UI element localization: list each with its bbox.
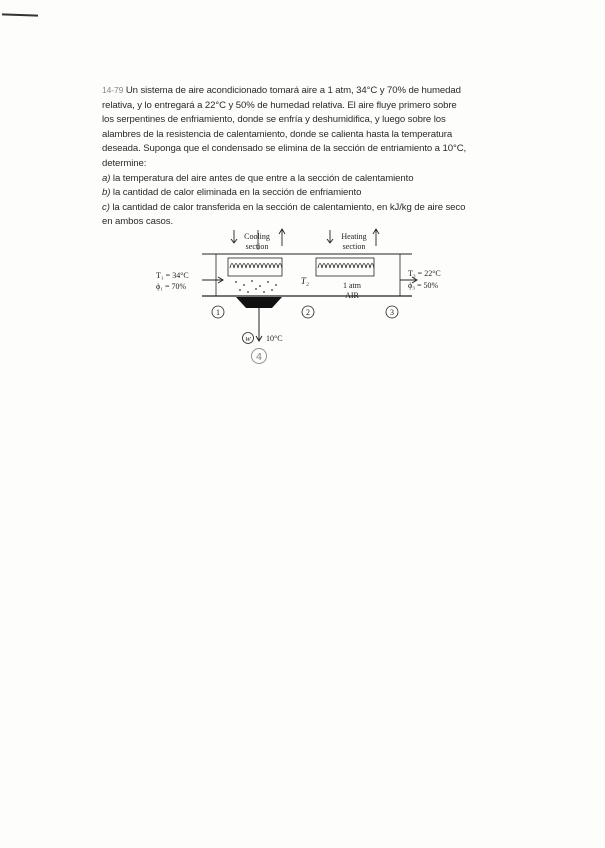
condensate-temperature: 10°C bbox=[266, 334, 283, 343]
problem-statement bbox=[102, 83, 522, 230]
inlet-temperature: T₁ = 34°C bbox=[156, 271, 189, 280]
heating-label-1: Heating bbox=[341, 232, 367, 241]
condensate-droplets-icon bbox=[235, 280, 277, 293]
state-2-label: 2 bbox=[306, 308, 310, 317]
cooling-label-2: section bbox=[245, 242, 269, 251]
condensate-drain-tray bbox=[236, 297, 282, 308]
handwritten-state-label: 4 bbox=[255, 352, 263, 363]
heating-coil-box bbox=[316, 258, 374, 276]
intro-line-2: relativa, y lo entregará a 22°C y 50% de humedad relativa. El aire fluye primero sobre bbox=[102, 99, 457, 111]
question-c-continued: en ambos casos. bbox=[102, 216, 174, 228]
question-c: c) la cantidad de calor transferida en la sección de calentamiento, en kJ/kg de aire seco bbox=[102, 201, 466, 213]
intro-line-3: los serpentines de enfriamiento, donde se enfría y deshumidifica, y luego sobre los bbox=[102, 114, 446, 126]
inlet-humidity: ϕ₁ = 70% bbox=[156, 282, 187, 291]
state-1-label: 1 bbox=[216, 308, 220, 317]
question-b: b) la cantidad de calor eliminada en la sección de enfriamiento bbox=[102, 187, 362, 199]
cooling-label-1: Cooling bbox=[244, 232, 270, 241]
cooling-coil-icon bbox=[230, 264, 282, 269]
problem-number: 14-79 bbox=[102, 85, 124, 95]
air-conditioning-diagram bbox=[150, 222, 460, 367]
inlet-flow-arrow-icon bbox=[202, 277, 223, 283]
intro-line-6: determine: bbox=[102, 157, 147, 169]
coolant-in-arrow-icon bbox=[231, 230, 237, 243]
heat-in-arrow-icon bbox=[327, 230, 333, 243]
intro-line-5: deseada. Suponga que el condensado se elimina de la sección de entriamiento a 10°C, bbox=[102, 143, 467, 155]
question-a: a) la temperatura del aire antes de que entre a la sección de calentamiento bbox=[102, 172, 414, 184]
state-3-label: 3 bbox=[390, 308, 394, 317]
mid-temperature: T₂ bbox=[300, 276, 310, 286]
condensate-symbol: w bbox=[245, 334, 251, 343]
heating-label-2: section bbox=[342, 242, 366, 251]
condensate-out-arrow-icon bbox=[256, 322, 262, 341]
medium-label: AIR bbox=[345, 291, 359, 300]
coolant-out-arrow-icon bbox=[279, 229, 285, 246]
intro-line-4: alambres de la resistencia de calentamiento, donde se calienta hasta la temperatura bbox=[102, 128, 453, 140]
heat-out-arrow-icon bbox=[373, 229, 379, 246]
intro-line-1: 14-79 Un sistema de aire acondicionado tomará aire a 1 atm, 34°C y 70% de humedad bbox=[102, 85, 461, 96]
outlet-temperature: T₃ = 22°C bbox=[408, 269, 441, 278]
corner-pen-mark bbox=[2, 13, 38, 16]
pressure-label: 1 atm bbox=[343, 281, 361, 290]
outlet-humidity: ϕ₃ = 50% bbox=[408, 281, 439, 290]
heating-coil-icon bbox=[318, 264, 374, 269]
